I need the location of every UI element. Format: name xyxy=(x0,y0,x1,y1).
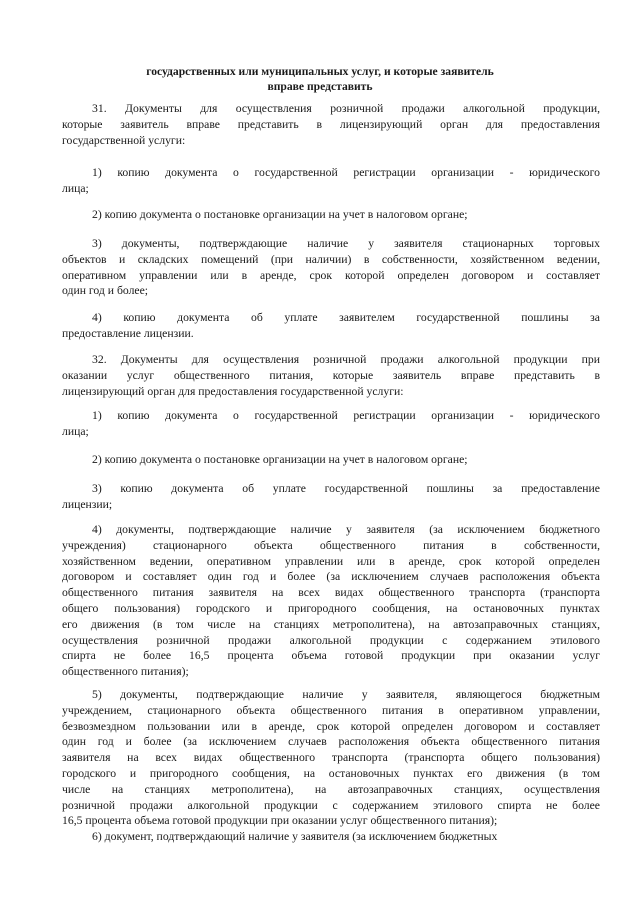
section-title-line: вправе представить xyxy=(267,80,373,93)
paragraph-line: 31. Документы для осуществления розничной продажи алкогольной продукции, xyxy=(92,102,600,115)
paragraph-line: 1) копию документа о государственной регистрации организации - юридического xyxy=(92,166,600,179)
paragraph-32-item-3 xyxy=(62,481,600,513)
paragraph-line: 32. Документы для осуществления розничной продажи алкогольной продукции при xyxy=(92,353,600,366)
paragraph-line: 5) документы, подтверждающие наличие у заявителя, являющегося бюджетным xyxy=(92,688,600,701)
paragraph-line: 4) копию документа об уплате заявителем государственной пошлины за xyxy=(92,311,600,324)
paragraph-31 xyxy=(62,101,600,148)
paragraph-line: розничной продажи алкогольной продукции с содержанием этилового спирта не более xyxy=(62,798,600,812)
paragraph-line: оказании услуг общественного питания, которые заявитель вправе представить в xyxy=(62,368,600,382)
paragraph-line: один год и более (за исключением случаев расположения объекта общественного питания xyxy=(62,735,600,749)
paragraph-line: спирта не более 16,5 процента объема готовой продукции при оказании услуг xyxy=(62,649,600,663)
paragraph-line: 1) копию документа о государственной регистрации организации - юридического xyxy=(92,409,600,422)
paragraph-line: 3) документы, подтверждающие наличие у заявителя стационарных торговых xyxy=(92,237,600,250)
paragraph-32-item-4 xyxy=(62,522,600,680)
paragraph-32-item-6 xyxy=(62,829,600,845)
paragraph-line: учреждения) стационарного объекта общественного питания в собственности, xyxy=(62,538,600,552)
section-title xyxy=(60,64,580,94)
paragraph-line: лицензирующий орган для предоставления государственной услуги: xyxy=(62,384,404,398)
paragraph-line: один год и более; xyxy=(62,284,149,298)
section-title-line: государственных или муниципальных услуг, и которые заявитель xyxy=(146,65,494,78)
paragraph-line: предоставление лицензии. xyxy=(62,326,194,340)
paragraph-line: числе на станциях метрополитена), на автозаправочных станциях, осуществления xyxy=(62,782,600,796)
paragraph-line: которые заявитель вправе представить в лицензирующий орган для предоставления xyxy=(62,117,600,131)
paragraph-line: заявителя на всех видах общественного транспорта (транспорта общего пользования) xyxy=(62,751,600,765)
paragraph-line: договором и составляет один год и более (за исключением случаев расположения объекта xyxy=(62,570,600,584)
paragraph-line: объектов и складских помещений (при наличии) в собственности, хозяйственном ведении, xyxy=(62,252,600,266)
paragraph-line: оперативном управлении или в аренде, срок которой определен договором и составляет xyxy=(62,268,600,282)
paragraph-line: государственной услуги: xyxy=(62,133,186,147)
paragraph-line: 6) документ, подтверждающий наличие у заявителя (за исключением бюджетных xyxy=(92,830,498,843)
paragraph-line: хозяйственном ведении, оперативном управлении или в аренде, срок которой определен xyxy=(62,554,600,568)
paragraph-line: 4) документы, подтверждающие наличие у заявителя (за исключением бюджетного xyxy=(92,523,600,536)
paragraph-line: 16,5 процента объема готовой продукции при оказании услуг общественного питания); xyxy=(62,814,498,828)
paragraph-line: лица; xyxy=(62,424,89,438)
paragraph-32-item-1 xyxy=(62,408,600,440)
paragraph-line: городского и пригородного сообщения, на остановочных пунктах его движения (в том xyxy=(62,766,600,780)
paragraph-line: общественного питания); xyxy=(62,665,189,679)
paragraph-31-item-4 xyxy=(62,310,600,342)
paragraph-line: общественного питания заявителя на всех видах общественного транспорта (транспорта xyxy=(62,586,600,600)
paragraph-line: учреждением, стационарного объекта общественного питания в оперативном управлении, xyxy=(62,703,600,717)
paragraph-line: лицензии; xyxy=(62,497,113,511)
paragraph-line: 2) копию документа о постановке организации на учет в налоговом органе; xyxy=(92,453,468,466)
paragraph-line: 3) копию документа об уплате государственной пошлины за предоставление xyxy=(92,482,600,495)
paragraph-32-item-2 xyxy=(62,452,600,468)
paragraph-line: безвозмездном пользовании или в аренде, срок которой определен договором и составляет xyxy=(62,719,600,733)
paragraph-line: лица; xyxy=(62,181,89,195)
paragraph-32-item-5 xyxy=(62,687,600,829)
paragraph-line: общего пользования) городского и пригородного сообщения, на остановочных пунктах xyxy=(62,601,600,615)
paragraph-31-item-3 xyxy=(62,236,600,299)
paragraph-32 xyxy=(62,352,600,399)
paragraph-31-item-1 xyxy=(62,165,600,197)
paragraph-line: 2) копию документа о постановке организации на учет в налоговом органе; xyxy=(92,208,468,221)
paragraph-line: осуществления розничной продажи алкогольной продукции с содержанием этилового xyxy=(62,633,600,647)
paragraph-31-item-2 xyxy=(62,207,600,223)
paragraph-line: его движения (в том числе на станциях метрополитена), на автозаправочных станциях, xyxy=(62,617,600,631)
